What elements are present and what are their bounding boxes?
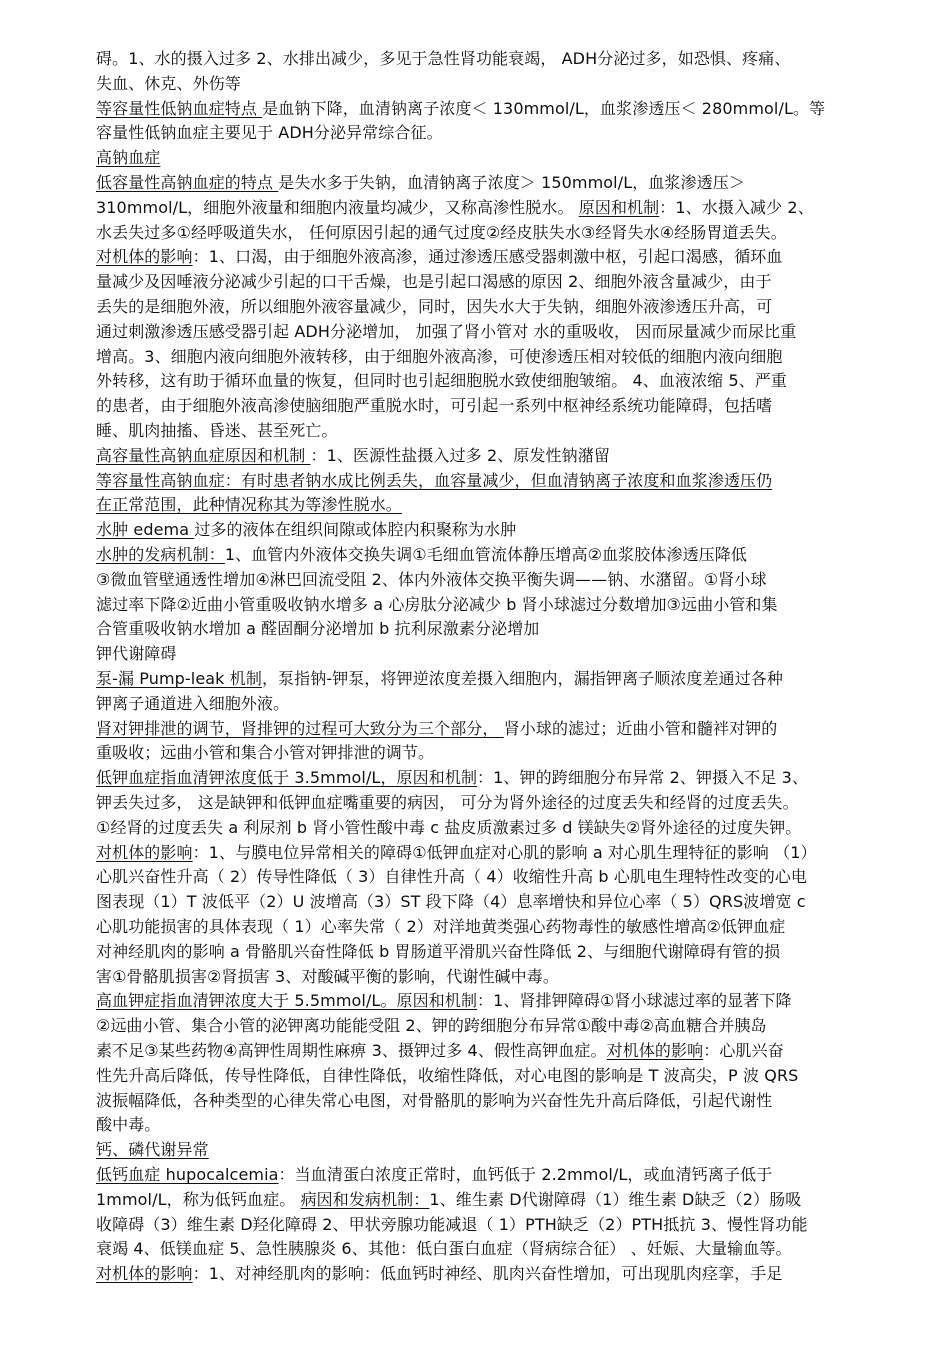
- text-line: [96, 1090, 908, 1112]
- text-segment: 滤过率下降②近曲小管重吸收钠水增多 a 心房肽分泌减少 b 肾小球滤过分数增加③远曲小管和集: [96, 594, 778, 614]
- text-segment: 过多的液体在组织间隙或体腔内积聚称为水肿: [194, 520, 517, 540]
- text-line: [96, 668, 908, 690]
- text-line: [96, 1040, 908, 1062]
- text-line: [96, 98, 908, 120]
- text-line: [96, 767, 908, 789]
- text-segment: ，泵指钠-钾泵，将钾逆浓度差摄入细胞内，漏指钾离子顺浓度差通过各种: [261, 669, 784, 688]
- underlined-heading: 等容量性高钠血症：有时患者钠水成比例丢失，血容量减少，但血清钠离子浓度和血浆渗透压仍: [96, 470, 773, 490]
- text-line: [96, 271, 908, 293]
- text-segment: ①经肾的过度丢失 a 利尿剂 b 肾小管性酸中毒 c 盐皮质激素过多 d 镁缺失②肾外途径的过度失钾。: [96, 817, 802, 837]
- text-segment: 是血钠下降，血清钠离子浓度＜ 130mmol/L，血浆渗透压＜ 280mmol/L。等: [262, 98, 826, 118]
- text-segment: 1、血管内外液体交换失调①毛细血管流体静压增高②血浆胶体渗透压降低: [224, 545, 747, 564]
- text-segment: ：1、对神经肌肉的影响：低血钙时神经、肌肉兴奋性增加，可出现肌肉痉挛，手足: [192, 1264, 783, 1284]
- text-segment: 收障碍（3）维生素 D羟化障碍 2、甲状旁腺功能减退（ 1）PTH缺乏（2）PTH抵抗 3、慢性肾功能: [96, 1214, 808, 1234]
- underlined-heading: 原因和机制: [578, 197, 660, 217]
- text-segment: 钾丢失过多， 这是缺钾和低钾血症嘴重要的病因， 可分为肾外途径的过度丢失和经肾的过度丢失。: [96, 793, 799, 812]
- underlined-heading: 低容量性高钠血症的特点: [96, 173, 279, 192]
- underlined-heading: 对机体的影响: [96, 1264, 193, 1284]
- underlined-heading: 对机体的影响: [96, 247, 193, 267]
- underlined-heading: 泵-漏 Pump-leak 机制: [96, 669, 262, 688]
- text-line: [96, 1238, 908, 1260]
- text-line: [96, 48, 908, 70]
- text-line: [96, 742, 908, 764]
- text-segment: 肾小球的滤过；近曲小管和髓袢对钾的: [503, 718, 778, 738]
- text-line: [96, 197, 908, 219]
- text-segment: 310mmol/L，细胞外液量和细胞内液量均减少，又称高渗性脱水。: [96, 197, 579, 217]
- text-line: [96, 1189, 908, 1211]
- text-line: [96, 966, 908, 988]
- text-line: [96, 1139, 908, 1161]
- text-segment: 衰竭 4、低镁血症 5、急性胰腺炎 6、其他：低白蛋白血症（肾病综合征） 、妊娠、大量输血等。: [96, 1239, 792, 1259]
- text-line: [96, 842, 908, 864]
- text-line: [96, 618, 908, 640]
- text-segment: 心肌功能损害的具体表现（ 1）心率失常（ 2）对洋地黄类强心药物毒性的敏感性增高②低钾血症: [96, 917, 786, 936]
- text-line: [96, 1263, 908, 1285]
- text-segment: 1、维生素 D代谢障碍（1）维生素 D缺乏（2）肠吸: [429, 1189, 802, 1209]
- text-line: [96, 643, 908, 665]
- underlined-heading: 钙、磷代谢异常: [96, 1140, 209, 1160]
- text-line: [96, 246, 908, 268]
- text-segment: 合管重吸收钠水增加 a 醛固酮分泌增加 b 抗利尿激素分泌增加: [96, 619, 540, 639]
- text-segment: 素不足③某些药物④高钾性周期性麻痹 3、摄钾过多 4、假性高钾血症。: [96, 1041, 607, 1060]
- text-segment: 重吸收；远曲小管和集合小管对钾排泄的调节。: [96, 743, 435, 763]
- underlined-heading: 高血钾症指血清钾浓度大于 5.5mmol/L。原因和机制: [96, 991, 478, 1011]
- text-segment: ：1、医源性盐摄入过多 2、原发性钠潴留: [310, 445, 610, 465]
- text-segment: ②远曲小管、集合小管的泌钾离功能能受阻 2、钾的跨细胞分布异常①酸中毒②高血糖合并胰岛: [96, 1016, 767, 1036]
- text-segment: 失血、休克、外伤等: [96, 73, 241, 93]
- text-segment: 增高。3、细胞内液向细胞外液转移，由于细胞外液高渗，可使渗透压相对较低的细胞内液向细胞: [96, 346, 783, 366]
- text-segment: ：1、钾的跨细胞分布异常 2、钾摄入不足 3、: [477, 768, 809, 788]
- text-line: [96, 346, 908, 368]
- text-segment: 害①骨骼肌损害②肾损害 3、对酸碱平衡的影响，代谢性碱中毒。: [96, 966, 559, 986]
- text-segment: ：1、与膜电位异常相关的障碍①低钾血症对心肌的影响 a 对心肌生理特征的影响 （1）: [192, 842, 817, 862]
- text-segment: ：1、肾排钾障碍①肾小球滤过率的显著下降: [477, 991, 792, 1011]
- text-line: [96, 544, 908, 566]
- text-line: [96, 519, 908, 541]
- text-segment: 是失水多于失钠，血清钠离子浓度＞ 150mmol/L，血浆渗透压＞: [278, 173, 745, 192]
- text-line: [96, 494, 908, 516]
- text-line: [96, 569, 908, 591]
- text-segment: 钾代谢障碍: [96, 644, 177, 664]
- text-line: [96, 147, 908, 169]
- text-segment: 量减少及因唾液分泌减少引起的口干舌燥，也是引起口渴感的原因 2、细胞外液含量减少，由于: [96, 272, 772, 292]
- text-line: [96, 420, 908, 442]
- text-line: [96, 172, 908, 194]
- underlined-heading: 水肿的发病机制：: [96, 545, 225, 564]
- text-line: [96, 718, 908, 740]
- text-segment: 容量性低钠血症主要见于 ADH分泌异常综合征。: [96, 123, 443, 143]
- text-line: [96, 1065, 908, 1087]
- text-segment: ③微血管壁通透性增加④淋巴回流受阻 2、体内外液体交换平衡失调——钠、水潴留。①肾小球: [96, 569, 767, 589]
- text-segment: 碍。1、水的摄入过多 2、水排出减少，多见于急性肾功能衰竭， ADH分泌过多，如恐惧、疼痛、: [96, 49, 791, 68]
- text-segment: 通过刺激渗透压感受器引起 ADH分泌增加， 加强了肾小管对 水的重吸收， 因而尿量减少而尿比重: [96, 321, 797, 341]
- text-segment: 酸中毒。: [96, 1115, 161, 1135]
- underlined-heading: 在正常范围，此种情况称其为等渗性脱水。: [96, 495, 402, 515]
- text-segment: 水丢失过多①经呼吸道失水， 任何原因引起的通气过度②经皮肤失水③经肾失水④经肠胃道丢失。: [96, 222, 787, 242]
- text-line: [96, 1015, 908, 1037]
- text-segment: ：心肌兴奋: [703, 1041, 784, 1060]
- text-line: [96, 792, 908, 814]
- text-line: [96, 1214, 908, 1236]
- underlined-heading: 对机体的影响: [606, 1041, 704, 1060]
- text-line: [96, 370, 908, 392]
- underlined-heading: 高钠血症: [96, 148, 161, 168]
- text-segment: 的患者，由于细胞外液高渗使脑细胞严重脱水时，可引起一系列中枢神经系统功能障碍，包括嗜: [96, 396, 773, 416]
- text-line: [96, 817, 908, 839]
- text-line: [96, 990, 908, 1012]
- text-line: [96, 866, 908, 888]
- underlined-heading: 低钾血症指血清钾浓度低于 3.5mmol/L，原因和机制: [96, 768, 478, 788]
- text-segment: 外转移，这有助于循环血量的恢复，但同时也引起细胞脱水致使细胞皱缩。 4、血液浓缩 5、严重: [96, 371, 788, 391]
- text-segment: 波振幅降低，各种类型的心律失常心电图，对骨骼肌的影响为兴奋性先升高后降低，引起代谢性: [96, 1090, 773, 1110]
- text-segment: 性先升高后降低，传导性降低，自律性降低，收缩性降低，对心电图的影响是 T 波高尖，P 波 QRS: [96, 1065, 799, 1085]
- text-segment: 睡、肌肉抽搐、昏迷、甚至死亡。: [96, 421, 338, 440]
- text-line: [96, 693, 908, 715]
- text-segment: 丢失的是细胞外液，所以细胞外液容量减少，同时，因失水大于失钠，细胞外液渗透压升高，可: [96, 297, 773, 316]
- text-segment: ：1、水摄入减少 2、: [659, 197, 814, 217]
- underlined-heading: 低钙血症 hupocalcemia: [96, 1165, 279, 1184]
- underlined-heading: 高容量性高钠血症原因和机制: [96, 445, 311, 465]
- underlined-heading: 等容量性低钠血症特点: [96, 98, 263, 118]
- text-segment: ：1、口渴，由于细胞外液高渗，通过渗透压感受器刺激中枢，引起口渴感，循环血: [192, 247, 783, 267]
- text-line: [96, 73, 908, 95]
- text-segment: ：当血清蛋白浓度正常时，血钙低于 2.2mmol/L，或血清钙离子低于: [278, 1165, 773, 1184]
- text-line: [96, 321, 908, 343]
- text-line: [96, 395, 908, 417]
- text-segment: 对神经肌肉的影响 a 骨骼肌兴奋性降低 b 胃肠道平滑肌兴奋性降低 2、与细胞代谢障碍有管的损: [96, 941, 781, 961]
- text-line: [96, 594, 908, 616]
- text-segment: 图表现（1）T 波低平（2）U 波增高（3）ST 段下降（4）息率增快和异位心率（ 5）QRS波增宽 c: [96, 892, 806, 912]
- text-segment: 钾离子通道进入细胞外液。: [96, 693, 290, 713]
- text-line: [96, 296, 908, 318]
- underlined-heading: 水肿 edema: [96, 520, 195, 540]
- text-segment: 心肌兴奋性升高（ 2）传导性降低（ 3）自律性升高（ 4）收缩性升高 b 心肌电生理特性改变的心电: [96, 867, 808, 887]
- text-line: [96, 470, 908, 492]
- underlined-heading: 病因和发病机制：: [300, 1189, 430, 1209]
- text-line: [96, 891, 908, 913]
- text-line: [96, 916, 908, 938]
- text-line: [96, 1164, 908, 1186]
- text-line: [96, 1114, 908, 1136]
- underlined-heading: 对机体的影响: [96, 842, 193, 862]
- text-line: [96, 122, 908, 144]
- text-line: [96, 941, 908, 963]
- text-line: [96, 222, 908, 244]
- text-line: [96, 445, 908, 467]
- underlined-heading: 肾对钾排泄的调节，肾排钾的过程可大致分为三个部分，: [96, 718, 504, 738]
- text-segment: 1mmol/L，称为低钙血症。: [96, 1189, 301, 1209]
